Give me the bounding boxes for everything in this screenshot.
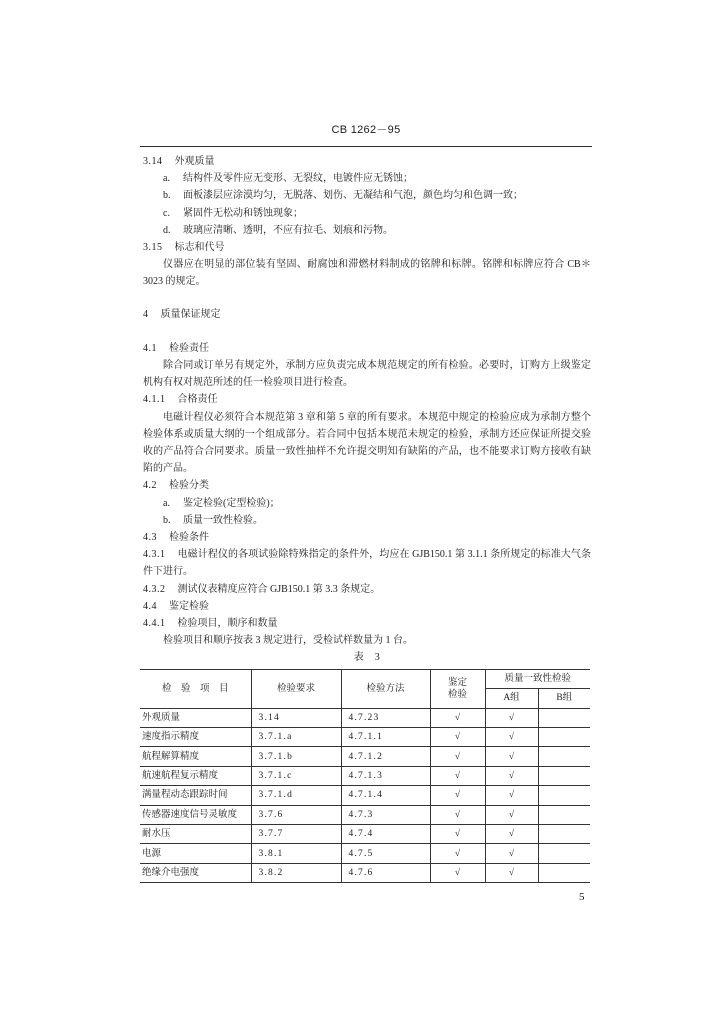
check-mark: √ bbox=[485, 825, 538, 844]
check-mark: √ bbox=[430, 766, 485, 785]
cell-method: 4.7.6 bbox=[341, 863, 430, 882]
header-qualification-label: 鉴定检验 bbox=[447, 677, 467, 700]
section-paragraph: 仪器应在明显的部位装有坚固、耐腐蚀和滞燃材料制成的铭牌和标牌。铭牌和标牌应符合 CB＊3023 的规定。 bbox=[143, 259, 591, 288]
cell-item: 电源 bbox=[140, 844, 251, 863]
list-item-text: 鉴定检验(定型检验)； bbox=[183, 497, 280, 509]
section-number: 4.4 bbox=[143, 600, 157, 612]
cell-requirement: 3.7.7 bbox=[251, 825, 341, 844]
cell-method: 4.7.4 bbox=[341, 825, 430, 844]
cell-requirement: 3.8.1 bbox=[251, 844, 341, 863]
cell-requirement: 3.7.1.a bbox=[251, 728, 341, 747]
list-item bbox=[143, 512, 591, 529]
section-heading-3-15 bbox=[143, 239, 591, 256]
check-mark: √ bbox=[430, 825, 485, 844]
check-mark: √ bbox=[485, 786, 538, 805]
cell-requirement: 3.8.2 bbox=[251, 863, 341, 882]
cell-item: 航速航程复示精度 bbox=[140, 766, 251, 785]
list-item-label: a. bbox=[163, 497, 170, 509]
cell-group-b bbox=[538, 786, 590, 805]
table-row bbox=[140, 786, 590, 805]
list-item-label: b. bbox=[163, 190, 171, 202]
list-item-label: c. bbox=[163, 207, 170, 219]
section-heading-4-1-1 bbox=[143, 391, 591, 408]
cell-group-b bbox=[538, 766, 590, 785]
section-title: 合格责任 bbox=[177, 394, 218, 406]
list-item-text: 质量一致性检验。 bbox=[183, 514, 263, 526]
check-mark: √ bbox=[430, 708, 485, 727]
check-mark: √ bbox=[485, 708, 538, 727]
clause-4-3-1 bbox=[143, 546, 591, 580]
section-heading-4-4-1 bbox=[143, 615, 591, 632]
header-inspection-requirement: 检验要求 bbox=[251, 669, 341, 708]
header-group-a: A组 bbox=[485, 689, 538, 709]
list-item bbox=[143, 495, 591, 512]
header-inspection-method: 检验方法 bbox=[341, 669, 430, 708]
check-mark: √ bbox=[430, 728, 485, 747]
cell-method: 4.7.1.1 bbox=[341, 728, 430, 747]
table-row bbox=[140, 728, 590, 747]
section-heading-4-1 bbox=[143, 340, 591, 357]
list-item bbox=[143, 170, 591, 187]
table-row bbox=[140, 825, 590, 844]
cell-group-b bbox=[538, 805, 590, 824]
check-mark: √ bbox=[430, 805, 485, 824]
section-title: 检验条件 bbox=[169, 532, 209, 544]
check-mark: √ bbox=[485, 805, 538, 824]
cell-requirement: 3.7.1.c bbox=[251, 766, 341, 785]
header-qualification-inspection bbox=[430, 669, 485, 708]
check-mark: √ bbox=[430, 786, 485, 805]
list-item-label: b. bbox=[163, 514, 171, 526]
cell-requirement: 3.7.1.b bbox=[251, 747, 341, 766]
check-mark: √ bbox=[485, 863, 538, 882]
section-number: 3.15 bbox=[143, 242, 163, 254]
clause-text: 电磁计程仪的各项试验除特殊指定的条件外，均应在 GJB150.1 第 3.1.1 条所规定的标准大气条件下进行。 bbox=[143, 549, 591, 578]
list-item-text: 面板漆层应涂漠均匀，无脱落、划伤、无凝结和气泡，颜色均匀和色调一致； bbox=[183, 190, 523, 202]
cell-group-b bbox=[538, 844, 590, 863]
section-number: 4.1.1 bbox=[143, 394, 166, 406]
table-row bbox=[140, 747, 590, 766]
section-number: 4.2 bbox=[143, 480, 157, 492]
section-title: 检验项目，顺序和数量 bbox=[177, 618, 278, 630]
cell-group-b bbox=[538, 825, 590, 844]
cell-method: 4.7.1.4 bbox=[341, 786, 430, 805]
section-heading-4-3 bbox=[143, 529, 591, 546]
cell-requirement: 3.7.1.d bbox=[251, 786, 341, 805]
header-group-b: B组 bbox=[538, 689, 590, 709]
check-mark: √ bbox=[485, 844, 538, 863]
list-item-text: 结构件及零件应无变形、无裂纹，电镀件应无锈蚀； bbox=[183, 173, 413, 185]
cell-method: 4.7.23 bbox=[341, 708, 430, 727]
cell-item: 航程解算精度 bbox=[140, 747, 251, 766]
cell-method: 4.7.1.3 bbox=[341, 766, 430, 785]
cell-requirement: 3.7.6 bbox=[251, 805, 341, 824]
page-number: 5 bbox=[579, 891, 585, 903]
list-item bbox=[143, 222, 591, 239]
cell-group-b bbox=[538, 863, 590, 882]
table-row bbox=[140, 766, 590, 785]
check-mark: √ bbox=[430, 863, 485, 882]
section-number: 4.3 bbox=[143, 532, 157, 544]
check-mark: √ bbox=[430, 844, 485, 863]
section-title: 外观质量 bbox=[174, 156, 215, 167]
header-rule bbox=[140, 146, 592, 147]
cell-item: 外观质量 bbox=[140, 708, 251, 727]
list-item-text: 紧固件无松动和锈蚀现象； bbox=[183, 207, 303, 219]
inspection-table bbox=[140, 669, 590, 884]
cell-item: 耐水压 bbox=[140, 825, 251, 844]
table-row bbox=[140, 863, 590, 882]
list-item-text: 玻璃应清晰、透明，不应有拉毛、划痕和污物。 bbox=[183, 224, 393, 236]
table-row bbox=[140, 708, 590, 727]
section-heading-4-4 bbox=[143, 598, 591, 615]
section-heading-3-14 bbox=[143, 153, 591, 170]
section-paragraph: 电磁计程仪必须符合本规范第 3 章和第 5 章的所有要求。本规范中规定的检验应成为承制方整个检验体系或质量大纲的一个组成部分。若合同中包括本规范未规定的检验，承制方还应保证所提交验收的产品符合合同要求。质量一致性抽样不允许提交明知有缺陷的产品，也不能要求订购方接收有缺陷的产品。 bbox=[143, 411, 591, 475]
section-title: 检验分类 bbox=[169, 480, 209, 492]
cell-item: 传感器速度信号灵敏度 bbox=[140, 805, 251, 824]
chapter-number: 4 bbox=[143, 308, 149, 320]
cell-method: 4.7.5 bbox=[341, 844, 430, 863]
table-row bbox=[140, 805, 590, 824]
clause-number: 4.3.1 bbox=[143, 549, 166, 561]
clause-text: 测试仪表精度应符合 GJB150.1 第 3.3 条规定。 bbox=[177, 583, 381, 595]
clause-number: 4.3.2 bbox=[143, 583, 166, 595]
section-number: 4.1 bbox=[143, 342, 157, 354]
section-number: 3.14 bbox=[143, 156, 163, 167]
list-item bbox=[143, 187, 591, 204]
section-title: 鉴定检验 bbox=[169, 600, 209, 612]
section-paragraph: 检验项目和顺序按表 3 规定进行，受检试样数量为 1 台。 bbox=[163, 635, 413, 647]
section-title: 检验责任 bbox=[169, 342, 209, 354]
clause-4-3-2 bbox=[143, 581, 591, 598]
document-body bbox=[143, 153, 591, 883]
list-item-label: a. bbox=[163, 173, 170, 185]
section-title: 标志和代号 bbox=[174, 242, 225, 254]
section-heading-4-2 bbox=[143, 477, 591, 494]
header-conformance-inspection: 质量一致性检验 bbox=[485, 669, 590, 689]
cell-group-b bbox=[538, 708, 590, 727]
list-item-label: d. bbox=[163, 224, 171, 236]
cell-item: 绝缘介电强度 bbox=[140, 863, 251, 882]
chapter-title: 质量保证规定 bbox=[160, 308, 221, 320]
check-mark: √ bbox=[485, 728, 538, 747]
table-caption: 表 3 bbox=[353, 652, 381, 664]
header-inspection-item: 检 验 项 目 bbox=[140, 669, 251, 708]
section-paragraph: 除合同或订单另有规定外，承制方应负责完成本规范规定的所有检验。必要时，订购方上级鉴定机构有权对规范所述的任一检验项目进行检查。 bbox=[143, 360, 591, 389]
cell-requirement: 3.14 bbox=[251, 708, 341, 727]
cell-group-b bbox=[538, 747, 590, 766]
cell-method: 4.7.3 bbox=[341, 805, 430, 824]
list-item bbox=[143, 205, 591, 222]
cell-method: 4.7.1.2 bbox=[341, 747, 430, 766]
cell-group-b bbox=[538, 728, 590, 747]
check-mark: √ bbox=[485, 766, 538, 785]
table-row bbox=[140, 844, 590, 863]
cell-item: 满量程动态跟踪时间 bbox=[140, 786, 251, 805]
running-header: CB 1262－95 bbox=[331, 124, 401, 136]
section-number: 4.4.1 bbox=[143, 618, 166, 630]
chapter-heading-4 bbox=[143, 306, 591, 323]
check-mark: √ bbox=[430, 747, 485, 766]
check-mark: √ bbox=[485, 747, 538, 766]
cell-item: 速度指示精度 bbox=[140, 728, 251, 747]
